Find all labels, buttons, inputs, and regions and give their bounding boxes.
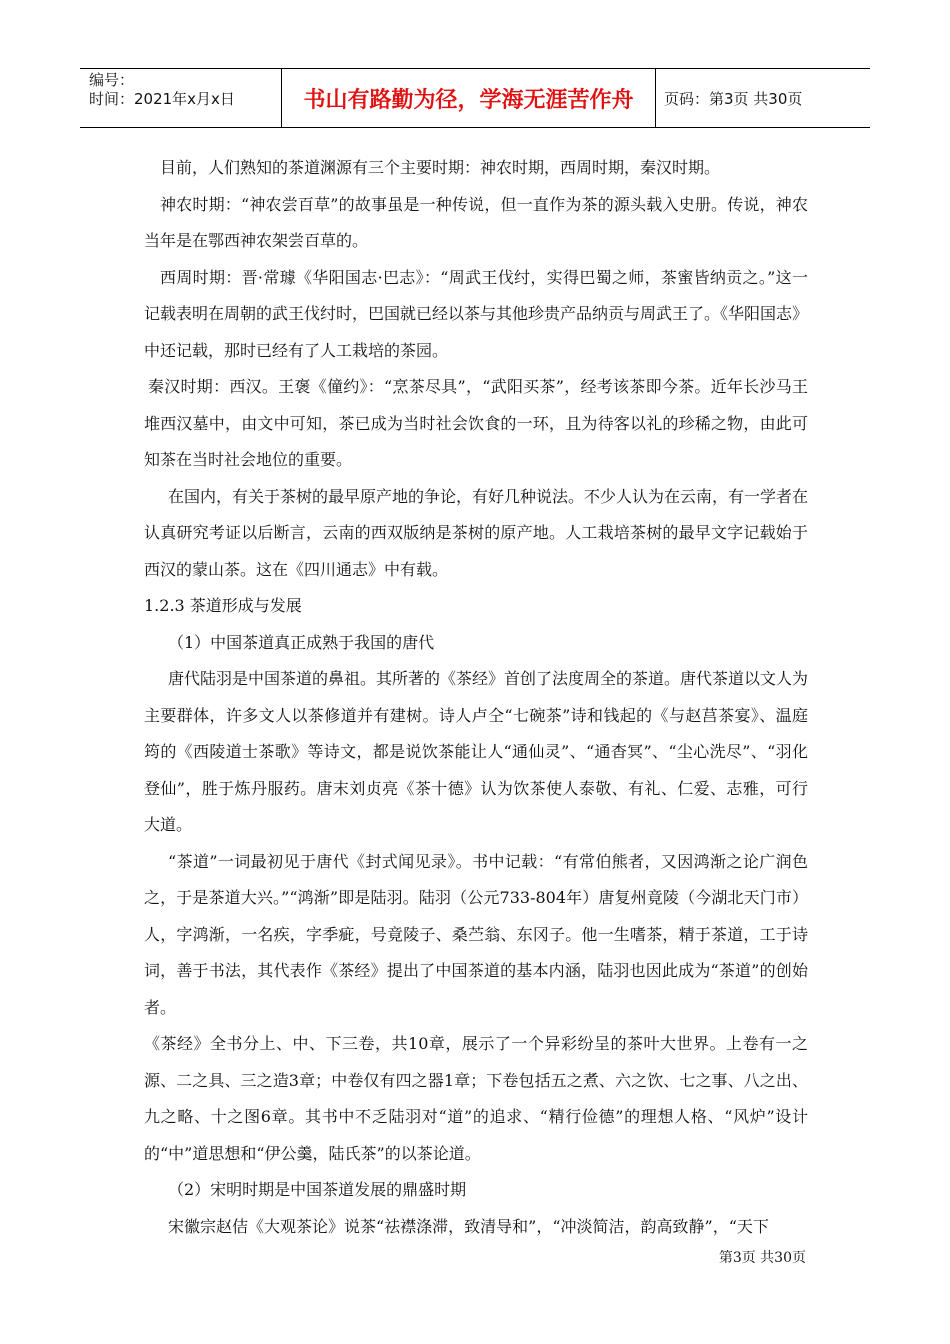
header-page-cell — [656, 69, 870, 127]
body-paragraph: 在国内，有关于茶树的最早原产地的争论，有好几种说法。不少人认为在云南，有一学者在认真研究考证以后断言，云南的西双版纳是茶树的原产地。人工栽培茶树的最早文字记载始于西汉的蒙山茶。这在《四川通志》中有载。 — [144, 486, 809, 579]
footer-page-number: 第3页 共30页 — [718, 1250, 806, 1266]
body-paragraph: （1）中国茶道真正成熟于我国的唐代 — [168, 632, 435, 652]
body-paragraph: 唐代陆羽是中国茶道的鼻祖。其所著的《茶经》首创了法度周全的茶道。唐代茶道以文人为主要群体，许多文人以茶修道并有建树。诗人卢仝“七碗茶”诗和钱起的《与赵莒茶宴》、温庭筠的《西陵道士茶歌》等诗文，都是说饮茶能让人“通仙灵”、“通杳冥”、“尘心洗尽”、“羽化登仙”，胜于炼丹服药。唐末刘贞亮《茶十德》认为饮茶使人泰敬、有礼、仁爱、志雅，可行大道。 — [144, 669, 809, 834]
body-paragraph: 神农时期：“神农尝百草”的故事虽是一种传说，但一直作为茶的源头载入史册。传说，神农当年是在鄂西神农架尝百草的。 — [144, 194, 808, 250]
body-paragraph: 宋徽宗赵佶《大观茶论》说茶“祛襟涤滞，致清导和”，“冲淡简洁，韵高致静”，“天下 — [168, 1216, 769, 1236]
body-paragraph: 秦汉时期：西汉。王褒《僮约》：“烹茶尽具”，“武阳买茶”，经考该茶即今茶。近年长沙马王堆西汉墓中，由文中可知，茶已成为当时社会饮食的一环，且为待客以礼的珍稀之物，由此可知茶在当时社会地位的重要。 — [144, 377, 808, 469]
body-paragraph: （2）宋明时期是中国茶道发展的鼎盛时期 — [168, 1180, 467, 1199]
header-id-label: 编号： — [89, 71, 135, 89]
header-page-label: 页码：第3页 共30页 — [664, 89, 803, 108]
header-date-label: 时间：2021年x月x日 — [89, 90, 235, 108]
document-body — [144, 150, 808, 1245]
page-footer — [719, 1247, 806, 1267]
body-paragraph: 西周时期：晋·常璩《华阳国志·巴志》：“周武王伐纣，实得巴蜀之师，茶蜜皆纳贡之。”这一记载表明在周朝的武王伐纣时，巴国就已经以茶与其他珍贵产品纳贡与周武王了。《华阳国志》中还记载，那时已经有了人工栽培的茶园。 — [144, 267, 809, 360]
body-paragraph: 《茶经》全书分上、中、下三卷，共10章，展示了一个异彩纷呈的茶叶大世界。上卷有一之源、二之具、三之造3章；中卷仅有四之器1章；下卷包括五之煮、六之饮、七之事、八之出、九之略、十之图6章。其书中不乏陆羽对“道”的追求、“精行俭德”的理想人格、“风炉”设计的“中”道思想和“伊公羹，陆氏茶”的以茶论道。 — [144, 1034, 808, 1163]
header-motto: 书山有路勤为径，学海无涯苦作舟 — [303, 87, 634, 113]
body-paragraph: 目前，人们熟知的茶道渊源有三个主要时期：神农时期，西周时期，秦汉时期。 — [160, 158, 721, 177]
header-motto-cell — [282, 69, 656, 127]
header-meta — [80, 69, 282, 127]
body-paragraph: 1.2.3 茶道形成与发展 — [144, 596, 302, 615]
body-paragraph: “茶道”一词最初见于唐代《封式闻见录》。书中记载：“有常伯熊者，又因鸿渐之论广润色之，于是茶道大兴。”“鸿渐”即是陆羽。陆羽（公元733-804年）唐复州竟陵（今湖北天门市）人，字鸿渐，一名疾，字季疵，号竟陵子、桑苎翁、东冈子。他一生嗜茶，精于茶道，工于诗词，善于书法，其代表作《茶经》提出了中国茶道的基本内涵，陆羽也因此成为“茶道”的创始者。 — [144, 851, 808, 1017]
page-header — [80, 68, 870, 128]
